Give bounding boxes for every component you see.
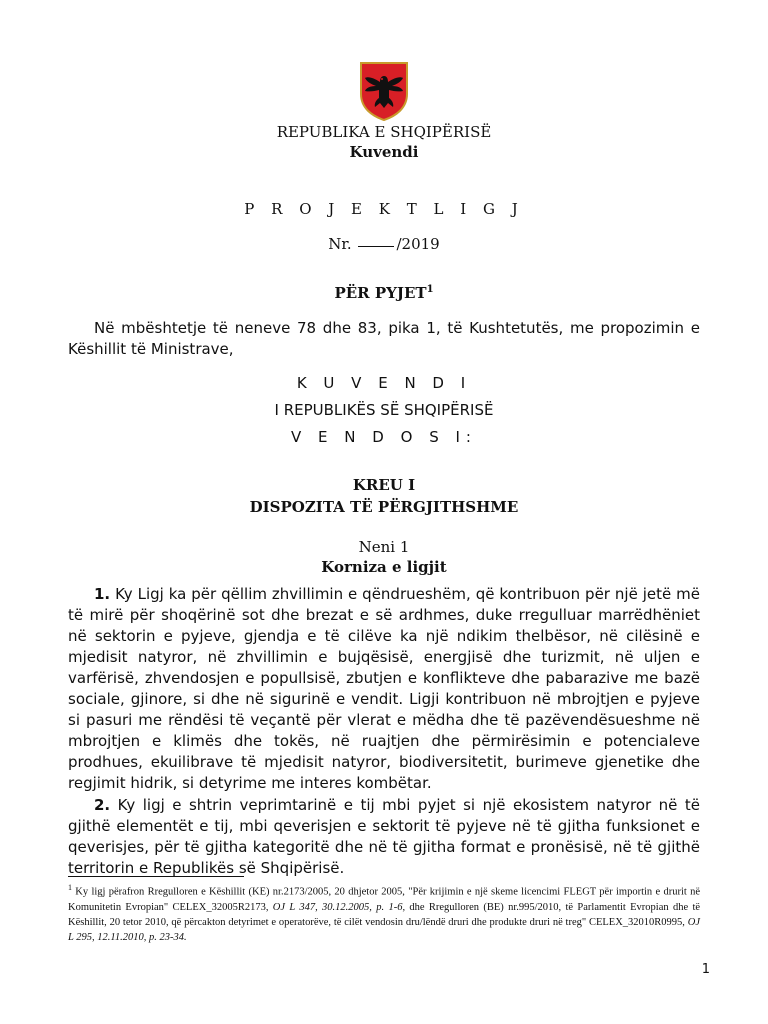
law-title <box>0 284 768 302</box>
law-number <box>0 235 768 253</box>
institution-heading: Kuvendi <box>349 143 419 161</box>
paragraph-text: Ky ligj e shtrin veprimtarinë e tij mbi pyjet si një ekosistem natyror në të gjithë elementët e tij, mbi qeverisjen e sektorit të pyjeve në të gjitha funksionet e qeverisjes, për të gjitha kategoritë dhe në të gjitha format e pronësisë, në të gjithë territorin e Republikës së Shqipërisë. <box>68 796 700 877</box>
decision-line-vendosi: V E N D O S I: <box>291 428 477 446</box>
footnote-text-part2: dhe Rregulloren (BE) nr.995/2010, të Parlamentit Evropian dhe të Këshillit, 20 tetor 2010, që përcakton detyrimet e operatorëve, të cilët vendosin dru/lëndë druri dhe produkte druri në treg" CELEX_32010R0995, <box>68 901 701 928</box>
preamble-text: Në mbështetje të neneve 78 dhe 83, pika 1, të Kushtetutës, me propozimin e Këshillit të Ministrave, <box>68 319 700 358</box>
footnote-reference-1: OJ L 347, 30.12.2005, p. 1-6, <box>272 901 406 913</box>
paragraph-number: 1. <box>94 585 111 603</box>
paragraph-text: Ky Ligj ka për qëllim zhvillimin e qëndrueshëm, që kontribuon për një jetë më të mirë për shoqërinë sot dhe brezat e së ardhmes, duke rregulluar marrëdhëniet në sektorin e pyjeve, gjendja e të cilëve ka një ndikim thelbësor, në cilësinë e mjedisit natyror, në zhvillimin e bujqësisë, energjisë dhe turizmit, në uljen e varfërisë, zhvendosjen e popullsisë, zbutjen e konflikteve dhe pabarazive me bazë sociale, gjinore, si dhe në sigurinë e vendit. Ligji kontribuon në mbrojtjen e pyjeve si pasuri me rëndësi të veçantë për vlerat e mëdha dhe të pazëvendësueshme në mbrojtjen e klimës dhe tokës, në ruajtjen dhe përmirësimin e potencialeve prodhues, ekuilibrave të mjedisit natyror, biodiversitetit, burimeve gjenetike dhe regjimit hidrik, si detyrime me interes kombëtar. <box>68 585 700 792</box>
footnote-reference-2: OJ L 295, 12.11.2010, p. 23-34. <box>68 916 700 943</box>
document-type: P R O J E K T L I G J <box>244 200 524 218</box>
chapter-number: KREU I <box>352 476 416 494</box>
albanian-coat-of-arms-icon <box>358 60 410 122</box>
article-paragraph-2 <box>68 795 700 879</box>
law-number-year: /2019 <box>396 235 440 253</box>
law-title-text: PËR PYJET <box>334 284 427 302</box>
decision-line-kuvendi: K U V E N D I <box>296 374 472 392</box>
paragraph-number: 2. <box>94 796 111 814</box>
article-paragraph-1 <box>68 584 700 794</box>
decision-line-republic: I REPUBLIKËS SË SHQIPËRISË <box>274 401 494 419</box>
footnote-text-part1: Ky ligj përafron Rregulloren e Këshillit (KE) nr.2173/2005, 20 dhjetor 2005, "Për krijimin e një skeme licencimi FLEGT për importin e drurit në Komunitetin Evropian" CELEX_32005R2173, <box>68 886 700 913</box>
page-number: 1 <box>701 962 710 977</box>
law-number-prefix: Nr. <box>328 235 352 253</box>
law-number-blank <box>358 246 394 247</box>
article-number: Neni 1 <box>358 538 410 556</box>
footnote-separator <box>68 876 244 877</box>
footnote-reference: 1 <box>426 284 434 295</box>
chapter-title: DISPOZITA TË PËRGJITHSHME <box>249 498 519 516</box>
footnote <box>68 880 700 945</box>
footnote-mark: 1 <box>68 883 72 892</box>
republic-heading: REPUBLIKA E SHQIPËRISË <box>276 123 492 141</box>
article-title: Korniza e ligjit <box>321 558 447 576</box>
